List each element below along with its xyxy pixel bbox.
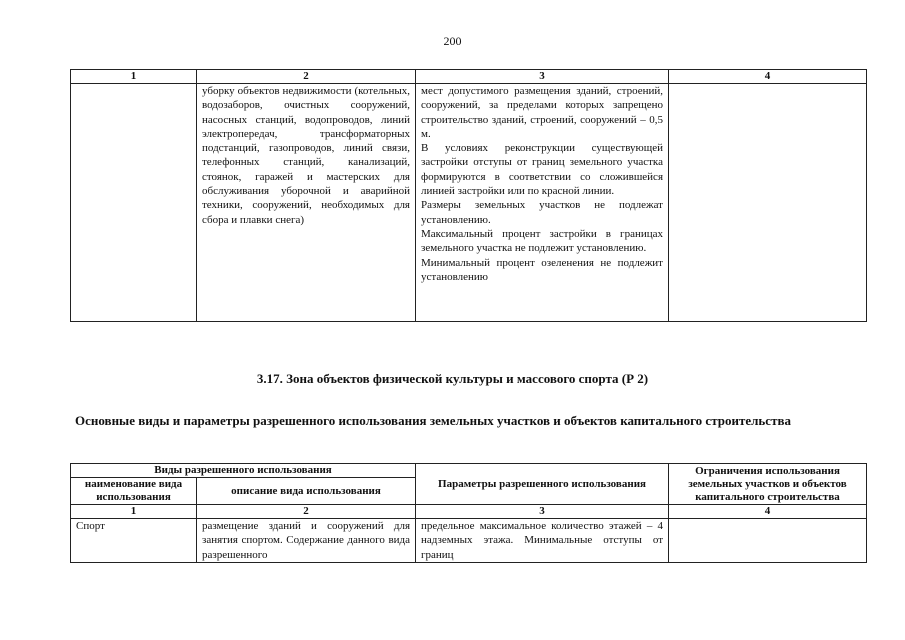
- cell-description: размещение зданий и сооружений для занятия спортом. Содержание данного вида разрешенного: [197, 519, 416, 563]
- table-zone-r2: [70, 463, 867, 563]
- header-group: Виды разрешенного использования: [71, 464, 416, 478]
- parameter-paragraph: В условиях реконструкции существующей застройки отступы от границ земельного участка формируются в соответствии со сложившейся линией застройки или по красной линии.: [421, 142, 663, 198]
- column-number: 3: [416, 70, 669, 84]
- cell-limits: [669, 519, 867, 563]
- cell-limits: [669, 84, 867, 322]
- cell-name: [71, 84, 197, 322]
- section-title: 3.17. Зона объектов физической культуры и массового спорта (Р 2): [256, 371, 649, 386]
- header-description: описание вида использования: [197, 478, 416, 505]
- column-number: 4: [669, 70, 867, 84]
- column-number-row: [71, 70, 867, 84]
- header-row: [71, 464, 867, 478]
- column-number: 4: [669, 505, 867, 519]
- column-number: 2: [197, 70, 416, 84]
- parameter-paragraph: мест допустимого размещения зданий, строений, сооружений, за пределами которых запрещено строительство зданий, строений, сооружений – 0,5 м.: [421, 85, 663, 140]
- cell-description: уборку объектов недвижимости (котельных, водозаборов, очистных сооружений, насосных станций, водопроводов, линий электропередач, трансформаторных подстанций, газопроводов, линий связи, телефонных станций, канализаций, стоянок, гаражей и мастерских для обслуживания уборочной и аварийной техники, сооружений, необходимых для сбора и плавки снега): [197, 84, 416, 322]
- column-number-row: [71, 505, 867, 519]
- header-name: наименование вида использования: [71, 478, 197, 505]
- parameter-paragraph: Максимальный процент застройки в границах земельного участка не подлежит установлению.: [421, 227, 663, 255]
- column-number: 3: [416, 505, 669, 519]
- column-number: 2: [197, 505, 416, 519]
- header-params: Параметры разрешенного использования: [416, 464, 669, 505]
- header-limits: Ограничения использования земельных участков и объектов капитального строительства: [669, 464, 867, 505]
- parameter-paragraph: Размеры земельных участков не подлежат установлению.: [421, 199, 663, 226]
- cell-name: Спорт: [71, 519, 197, 563]
- table-row: [71, 519, 867, 563]
- subheading: Основные виды и параметры разрешенного использования земельных участков и объектов капитального строительства: [75, 413, 791, 428]
- cell-parameters: предельное максимальное количество этажей – 4 надземных этажа. Минимальные отступы от границ: [416, 519, 669, 563]
- cell-parameters: [416, 84, 669, 322]
- column-number: 1: [71, 70, 197, 84]
- table-continuation: [70, 69, 867, 322]
- page-number: 200: [443, 34, 462, 48]
- parameter-paragraph: Минимальный процент озеленения не подлежит установлению: [421, 256, 663, 283]
- table-row: [71, 84, 867, 322]
- column-number: 1: [71, 505, 197, 519]
